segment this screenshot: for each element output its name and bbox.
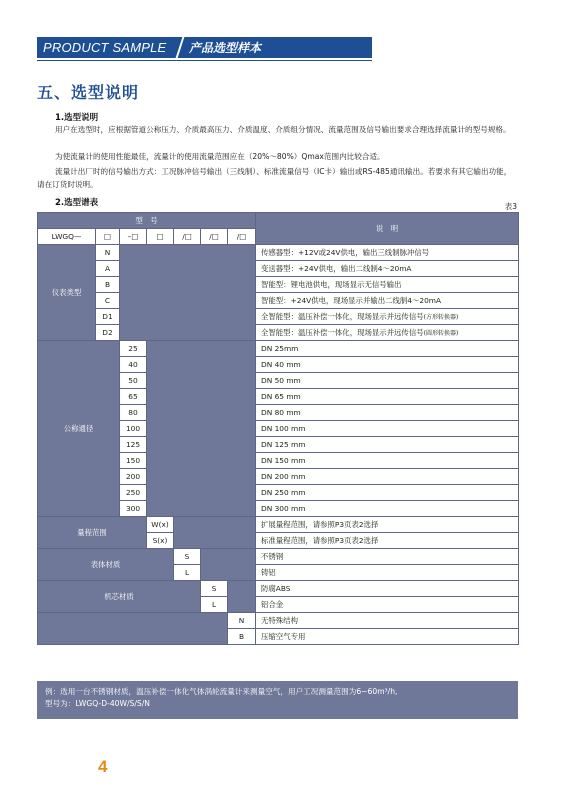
table-row <box>38 341 519 357</box>
paragraph-3: 流量计出厂时的信号输出方式：工况脉冲信号输出（三线制）、标准流量信号（IC卡）输出或RS-485通讯输出。若要求有其它输出功能，请在订货时说明。 <box>37 167 512 189</box>
table-row <box>38 581 519 597</box>
example-line-1: 例：选用一台不锈钢材质，温压补偿一体化气体涡轮流量计来测量空气，用户工况测量范围为6~60m³/h, <box>45 687 398 696</box>
description-cell <box>256 533 519 549</box>
description-text: DN 65 mm <box>261 392 301 401</box>
description-text: DN 40 mm <box>261 360 301 369</box>
description-cell <box>256 469 519 485</box>
description-text: 传感器型：+12V或24V供电，输出三线制脉冲信号 <box>261 248 430 257</box>
header-code-3: □ <box>147 229 174 245</box>
table-row <box>38 213 519 229</box>
description-cell <box>256 517 519 533</box>
header-code-2: –□ <box>120 229 147 245</box>
description-text: 铝合金 <box>261 600 284 609</box>
code-cell: L <box>201 597 228 613</box>
header-banner <box>37 37 372 58</box>
description-text: 智能型：+24V供电，现场显示并输出二线制4～20mA <box>261 296 442 305</box>
code-cell: 100 <box>120 421 147 437</box>
description-note: (圆形转换器) <box>423 330 459 337</box>
description-text: DN 80 mm <box>261 408 301 417</box>
filler-cell <box>147 341 256 517</box>
code-cell: S <box>201 581 228 597</box>
description-cell <box>256 629 519 645</box>
description-cell <box>256 373 519 389</box>
description-cell <box>256 453 519 469</box>
description-cell <box>256 309 519 325</box>
description-cell <box>256 485 519 501</box>
description-cell <box>256 261 519 277</box>
paragraph-2: 为使流量计的使用性能最佳，流量计的使用流量范围应在（20%～80%）Qmax范围内比较合适。 <box>55 152 385 161</box>
code-cell: C <box>96 293 120 309</box>
description-text: DN 250 mm <box>261 488 306 497</box>
filler-cell <box>228 581 256 613</box>
header-code-6: /□ <box>228 229 256 245</box>
header-rule <box>37 60 372 61</box>
description-cell <box>256 437 519 453</box>
header-description: 说 明 <box>256 213 519 245</box>
description-cell <box>256 565 519 581</box>
selection-table-body <box>38 213 519 645</box>
header-title-en: PRODUCT SAMPLE <box>43 40 167 55</box>
code-cell: S(x) <box>147 533 174 549</box>
filler-cell <box>120 245 256 341</box>
paragraph-1: 用户在选型时，应根据管道公称压力、介质最高压力、介质温度、介质组分情况、流量范围及信号输出要求合理选择流量计的型号规格。 <box>55 125 511 134</box>
group-blank <box>38 613 228 645</box>
description-cell <box>256 597 519 613</box>
code-cell: 25 <box>120 341 147 357</box>
description-cell <box>256 581 519 597</box>
description-text: DN 150 mm <box>261 456 306 465</box>
code-cell: A <box>96 261 120 277</box>
code-cell: 50 <box>120 373 147 389</box>
description-cell <box>256 325 519 341</box>
header-title-zh: 产品选型样本 <box>189 41 262 55</box>
group-label-range: 量程范围 <box>38 517 147 549</box>
description-text: 智能型：锂电池供电，现场显示无信号输出 <box>261 280 402 289</box>
group-label-instrument: 仪表类型 <box>38 245 96 341</box>
code-cell: D1 <box>96 309 120 325</box>
header-code-1: □ <box>96 229 120 245</box>
code-cell: 125 <box>120 437 147 453</box>
description-cell <box>256 277 519 293</box>
code-cell: W(x) <box>147 517 174 533</box>
description-text: 标准量程范围，请参照P3页表2选择 <box>261 536 379 545</box>
code-cell: 300 <box>120 501 147 517</box>
code-cell: 150 <box>120 453 147 469</box>
table-number: 表3 <box>504 202 517 211</box>
description-text: 全智能型：温压补偿一体化，现场显示并远传信号 <box>261 312 424 321</box>
group-label-dn: 公称通径 <box>38 341 120 517</box>
description-cell <box>256 357 519 373</box>
description-note: (方形转换器) <box>423 314 459 321</box>
table-row <box>38 549 519 565</box>
description-text: DN 125 mm <box>261 440 306 449</box>
description-cell <box>256 245 519 261</box>
code-cell: D2 <box>96 325 120 341</box>
table-row <box>38 293 519 309</box>
code-cell: 200 <box>120 469 147 485</box>
description-text: 不锈钢 <box>261 552 284 561</box>
description-cell <box>256 389 519 405</box>
selection-table <box>37 212 519 645</box>
description-cell <box>256 421 519 437</box>
page-number: 4 <box>98 757 108 776</box>
description-text: 防腐ABS <box>261 584 291 593</box>
description-text: DN 300 mm <box>261 504 306 513</box>
table-row <box>38 277 519 293</box>
description-cell <box>256 501 519 517</box>
table-row <box>38 613 519 629</box>
code-cell: 80 <box>120 405 147 421</box>
description-text: DN 200 mm <box>261 472 306 481</box>
header-model: 型 号 <box>38 213 256 229</box>
example-line-2: 型号为：LWGQ-D-40W/S/S/N <box>45 699 150 708</box>
code-cell: B <box>228 629 256 645</box>
table-row <box>38 325 519 341</box>
example-box <box>37 681 518 719</box>
table-row <box>38 517 519 533</box>
description-cell <box>256 405 519 421</box>
description-cell <box>256 613 519 629</box>
description-text: DN 100 mm <box>261 424 306 433</box>
group-label-core: 机芯材质 <box>38 581 201 613</box>
description-text: 铸铝 <box>261 568 276 577</box>
filler-cell <box>174 517 256 549</box>
header-code-5: /□ <box>201 229 228 245</box>
description-text: DN 50 mm <box>261 376 301 385</box>
table-row <box>38 261 519 277</box>
description-text: 扩展量程范围，请参照P3页表2选择 <box>261 520 379 529</box>
description-text: DN 25mm <box>261 344 299 353</box>
header-code-4: /□ <box>174 229 201 245</box>
code-cell: S <box>174 549 201 565</box>
table-row <box>38 245 519 261</box>
table-row <box>38 309 519 325</box>
code-cell: 65 <box>120 389 147 405</box>
code-cell: 40 <box>120 357 147 373</box>
code-cell: N <box>228 613 256 629</box>
code-cell: L <box>174 565 201 581</box>
filler-cell <box>201 549 256 581</box>
subsection-title-2: 2.选型谱表 <box>55 198 99 208</box>
description-text: 压缩空气专用 <box>261 632 306 641</box>
group-label-body: 表体材质 <box>38 549 174 581</box>
code-cell: B <box>96 277 120 293</box>
subsection-title-1: 1.选型说明 <box>55 113 99 123</box>
description-cell <box>256 549 519 565</box>
header-code-0: LWGQ— <box>38 229 96 245</box>
code-cell: 250 <box>120 485 147 501</box>
description-cell <box>256 293 519 309</box>
code-cell: N <box>96 245 120 261</box>
description-text: 变送器型：+24V供电，输出二线制4～20mA <box>261 264 412 273</box>
description-cell <box>256 341 519 357</box>
description-text: 无特殊结构 <box>261 616 298 625</box>
section-title: 五、选型说明 <box>37 83 140 102</box>
description-text: 全智能型：温压补偿一体化，现场显示并远传信号 <box>261 328 424 337</box>
